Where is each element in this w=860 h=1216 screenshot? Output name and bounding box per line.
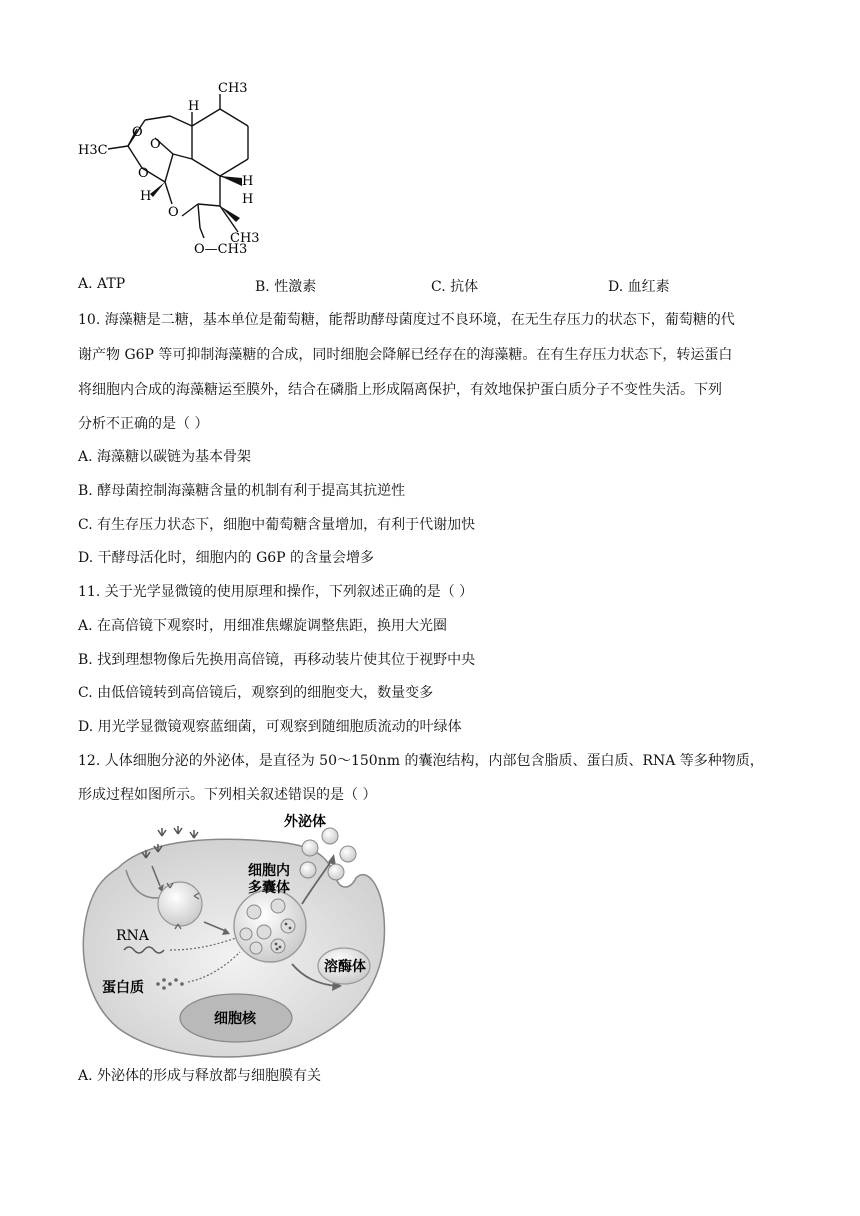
q9-option-a: A. ATP	[78, 276, 126, 292]
q12-option-a: A. 外泌体的形成与释放都与细胞膜有关	[78, 1068, 322, 1084]
rna-label: RNA	[116, 928, 149, 944]
oxygen-label: O	[138, 166, 149, 181]
h-left-label: H	[140, 189, 152, 204]
q9-option-c: C. 抗体	[431, 279, 479, 295]
q11-option-d: D. 用光学显微镜观察蓝细菌，可观察到随细胞质流动的叶绿体	[78, 719, 462, 735]
q9-option-b: B. 性激素	[255, 279, 317, 295]
q10-stem-line: 分析不正确的是（ ）	[78, 416, 209, 432]
q9-option-d: D. 血红素	[608, 279, 670, 295]
exosome-formation-figure	[78, 808, 400, 1058]
ch3-right-label: CH3	[230, 231, 260, 246]
oxygen-label: O	[150, 137, 161, 152]
nucleus-label: 细胞核	[214, 1011, 256, 1027]
q11-option-a: A. 在高倍镜下观察时，用细准焦螺旋调整焦距，换用大光圈	[78, 618, 448, 634]
ch3-top-label: CH3	[218, 81, 248, 96]
q12-stem-line: 形成过程如图所示。下列相关叙述错误的是（ ）	[78, 787, 377, 803]
q12-stem-line: 12. 人体细胞分泌的外泌体，是直径为 50～150nm 的囊泡结构，内部包含脂质、蛋白质、RNA 等多种物质，	[78, 753, 764, 769]
q10-stem-line: 将细胞内合成的海藻糖运至膜外，结合在磷脂上形成隔离保护，有效地保护蛋白质分子不变性失活。下列	[78, 382, 722, 398]
methoxy-label: O—CH3	[194, 242, 248, 257]
h-top-label: H	[188, 99, 200, 114]
lysosome-label: 溶酶体	[324, 959, 366, 975]
q10-stem-line: 谢产物 G6P 等可抑制海藻糖的合成，同时细胞会降解已经存在的海藻糖。在有生存压力状态下，转运蛋白	[78, 347, 733, 363]
q11-stem: 11. 关于光学显微镜的使用原理和操作，下列叙述正确的是（ ）	[78, 584, 474, 600]
q10-option-c: C. 有生存压力状态下，细胞中葡萄糖含量增加，有利于代谢加快	[78, 517, 476, 533]
h3c-left-label: H3C	[78, 143, 108, 158]
h-right-label: H	[242, 174, 254, 189]
q11-option-b: B. 找到理想物像后先换用高倍镜，再移动装片使其位于视野中央	[78, 652, 476, 668]
exosome-label: 外泌体	[284, 814, 326, 830]
q10-stem-line: 10. 海藻糖是二糖，基本单位是葡萄糖，能帮助酵母菌度过不良环境，在无生存压力的状态下，葡萄糖的代	[78, 312, 735, 328]
h-right-label: H	[242, 192, 254, 207]
q11-option-c: C. 由低倍镜转到高倍镜后，观察到的细胞变大，数量变多	[78, 685, 434, 701]
q10-option-d: D. 干酵母活化时，细胞内的 G6P 的含量会增多	[78, 550, 375, 566]
mvb-label-line2: 多囊体	[248, 880, 290, 896]
mvb-label-line1: 细胞内	[248, 863, 290, 879]
oxygen-label: O	[132, 125, 143, 140]
protein-label: 蛋白质	[102, 980, 144, 996]
q9-options	[78, 276, 798, 296]
q10-option-b: B. 酵母菌控制海藻糖含量的机制有利于提高其抗逆性	[78, 483, 406, 499]
artemisinin-structure-figure	[70, 76, 280, 266]
q10-option-a: A. 海藻糖以碳链为基本骨架	[78, 449, 252, 465]
oxygen-label: O	[168, 205, 179, 220]
